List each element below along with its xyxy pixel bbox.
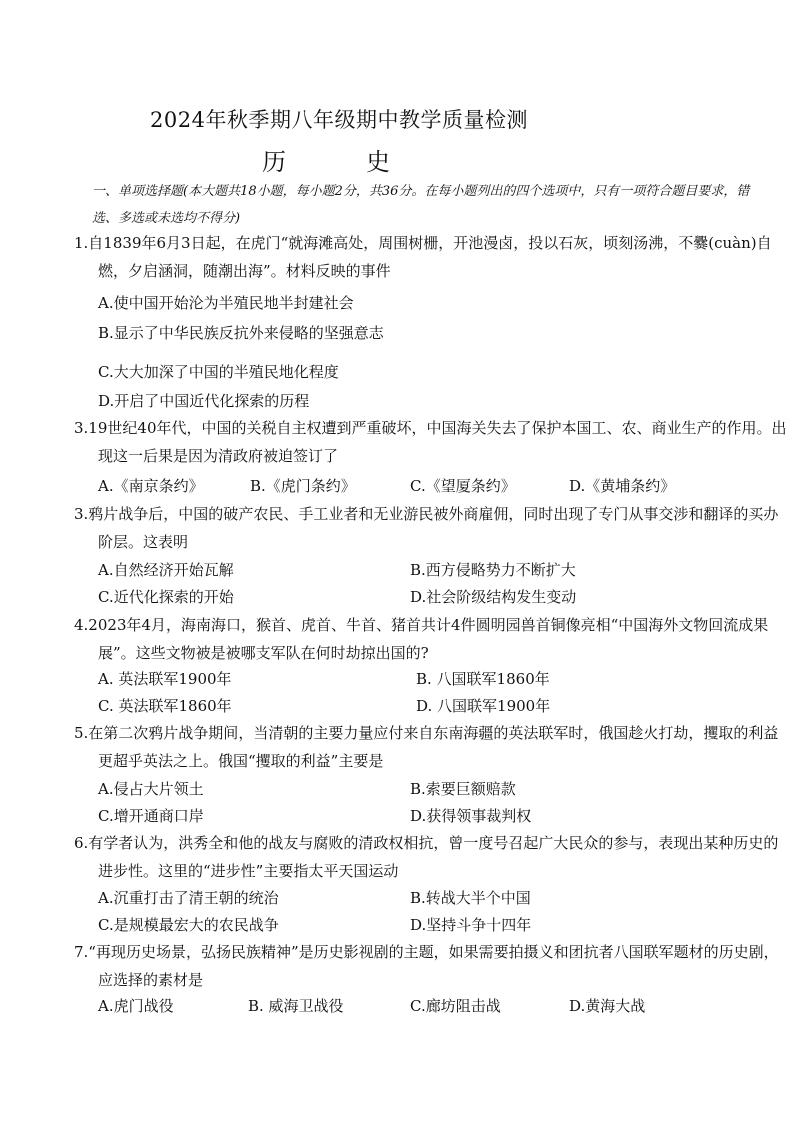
- question-stem: 7.“再现历史场景，弘扬民族精神”是历史影视剧的主题，如果需要拍摄义和团抗者八国联军题材的历史剧，应选择的素材是: [74, 943, 779, 989]
- option-c: C.近代化探索的开始: [98, 588, 234, 606]
- option-c: C.廊坊阻击战: [410, 997, 501, 1015]
- option-d: D.获得领事裁判权: [410, 807, 532, 825]
- option-c: C.是规模最宏大的农民战争: [98, 916, 279, 934]
- question-stem: 4.2023年4月，海南海口，猴首、虎首、牛首、猪首共计4件圆明园兽首铜像亮相“中国海外文物回流成果展”。这些文物被是被哪支军队在何时劫掠出国的?: [74, 616, 769, 662]
- option-d: D.《黄埔条约》: [569, 477, 676, 495]
- question-stem: 6.有学者认为，洪秀全和他的战友与腐败的清政权相抗，曾一度号召起广大民众的参与，表现出某种历史的进步性。这里的“进步性”主要指太平天国运动: [74, 834, 779, 880]
- option-c: C. 英法联军1860年: [98, 697, 232, 715]
- option-a: A.使中国开始沦为半殖民地半封建社会: [98, 294, 354, 312]
- question-stem: 3.鸦片战争后，中国的破产农民、手工业者和无业游民被外商雇佣，同时出现了专门从事交涉和翻译的买办阶层。这表明: [74, 505, 779, 551]
- option-b: B.西方侵略势力不断扩大: [410, 561, 576, 579]
- section-heading: 一、单项选择题(本大题共18小题，每小题2分，共36分。在每小题列出的四个选项中，只有一项符合题目要求，错选、多选或未选均不得分): [92, 184, 750, 226]
- subject-char-2: 史: [366, 148, 390, 176]
- option-b: B. 威海卫战役: [248, 997, 344, 1015]
- question-stem: 1.自1839年6月3日起，在虎门“就海滩高处，周围树栅，开池漫卤，投以石灰，顷刻汤沸，不爨(cuàn)自燃，夕启涵洞，随潮出海”。材料反映的事件: [74, 234, 772, 280]
- option-b: B.索要巨额赔款: [410, 780, 516, 798]
- question-stem: 5.在第二次鸦片战争期间，当清朝的主要力量应付来自东南海疆的英法联军时，俄国趁火打劫，攫取的利益更超乎英法之上。俄国“攫取的利益”主要是: [74, 724, 779, 770]
- subject-char-1: 历: [262, 148, 286, 176]
- option-c: C.《望厦条约》: [410, 477, 516, 495]
- question-stem: 3.19世纪40年代，中国的关税自主权遭到严重破坏，中国海关失去了保护本国工、农、商业生产的作用。出现这一后果是因为清政府被迫签订了: [74, 419, 787, 465]
- option-b: B. 八国联军1860年: [416, 670, 550, 688]
- option-b: B.转战大半个中国: [410, 889, 531, 907]
- option-c: C.增开通商口岸: [98, 807, 204, 825]
- option-a: A.《南京条约》: [98, 477, 204, 495]
- option-a: A.自然经济开始瓦解: [98, 561, 234, 579]
- option-a: A.虎门战役: [98, 997, 174, 1015]
- option-a: A. 英法联军1900年: [98, 670, 232, 688]
- exam-title: 2024年秋季期八年级期中教学质量检测: [150, 108, 528, 132]
- option-b: B.《虎门条约》: [250, 477, 356, 495]
- option-d: D. 八国联军1900年: [416, 697, 551, 715]
- option-d: D.社会阶级结构发生变动: [410, 588, 577, 606]
- option-d: D.黄海大战: [569, 997, 646, 1015]
- option-d: D.开启了中国近代化探索的历程: [98, 392, 310, 410]
- option-b: B.显示了中华民族反抗外来侵略的坚强意志: [98, 324, 384, 342]
- option-a: A.沉重打击了清王朝的统治: [98, 889, 279, 907]
- option-c: C.大大加深了中国的半殖民地化程度: [98, 363, 339, 381]
- option-d: D.坚持斗争十四年: [410, 916, 532, 934]
- option-a: A.侵占大片领土: [98, 780, 204, 798]
